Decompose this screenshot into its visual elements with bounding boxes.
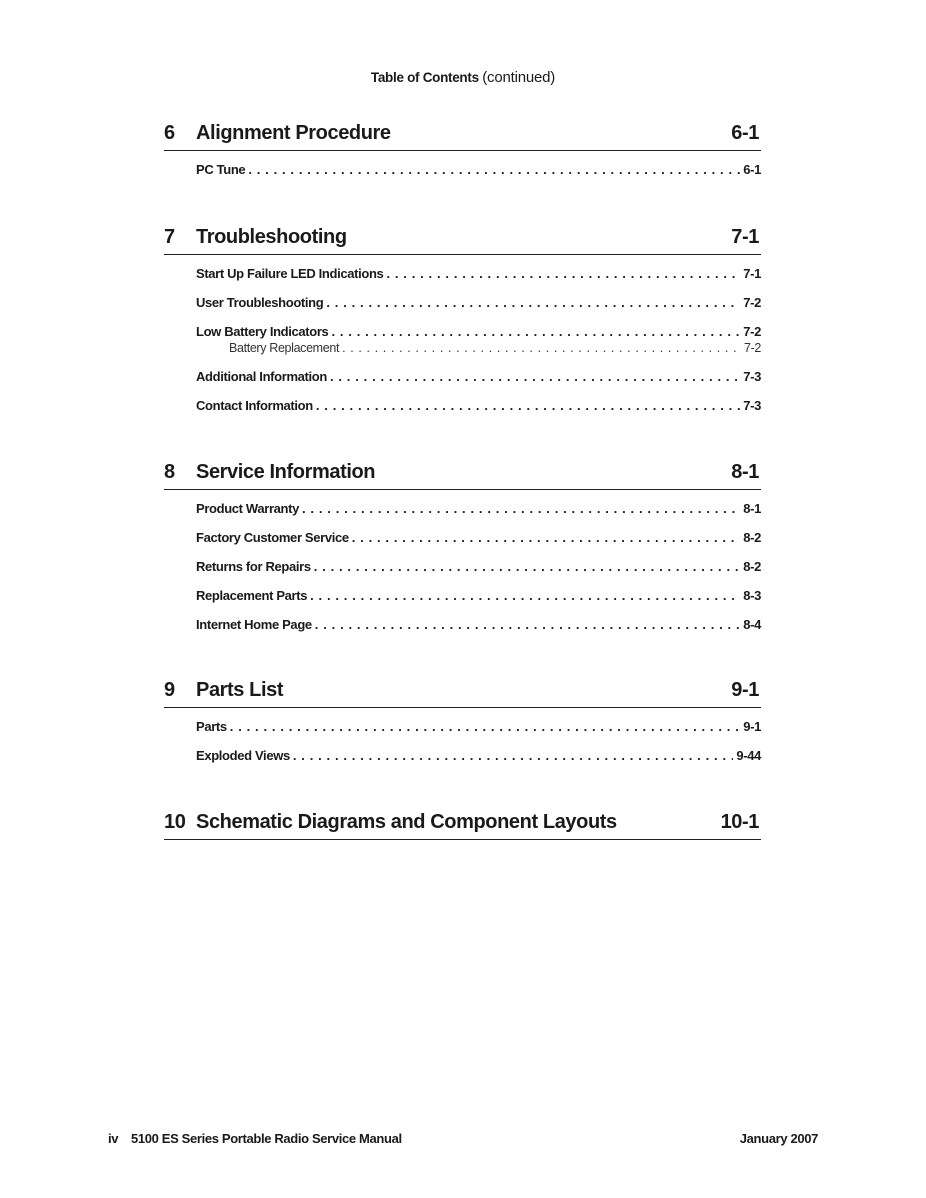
footer-page-number: iv — [108, 1131, 119, 1146]
entry-page: 7-2 — [743, 341, 761, 355]
chapter-page: 7-1 — [731, 226, 759, 248]
entry-label: Start Up Failure LED Indications — [196, 266, 384, 281]
footer-manual-title: 5100 ES Series Portable Radio Service Manual — [131, 1131, 402, 1146]
toc-entry-contact-information[interactable] — [196, 398, 761, 414]
chapter-entries — [196, 719, 761, 764]
entry-label: Low Battery Indicators — [196, 324, 329, 339]
chapter-number: 9 — [164, 679, 175, 701]
dot-leader — [342, 340, 741, 356]
dot-leader — [331, 324, 740, 340]
chapter-entries — [196, 162, 761, 178]
entry-label: Parts — [196, 719, 227, 734]
entry-label: Additional Information — [196, 369, 327, 384]
chapter-title: Service Information — [196, 461, 376, 483]
chapter-title: Alignment Procedure — [196, 122, 391, 144]
chapter-title: Troubleshooting — [196, 226, 347, 248]
chapter-title: Schematic Diagrams and Component Layouts — [196, 811, 617, 833]
toc-entry-exploded-views[interactable] — [196, 748, 761, 764]
entry-page: 9-1 — [743, 719, 761, 734]
chapter-title: Parts List — [196, 679, 284, 701]
chapter-heading[interactable] — [164, 459, 761, 490]
entry-page: 8-3 — [743, 588, 761, 603]
chapter-7 — [164, 224, 761, 427]
toc-entry-additional-information[interactable] — [196, 369, 761, 385]
entry-page: 6-1 — [743, 162, 761, 177]
toc-entry-returns-for-repairs[interactable] — [196, 559, 761, 575]
entry-label: Battery Replacement — [229, 341, 340, 355]
toc-entry-internet-home-page[interactable] — [196, 617, 761, 633]
entry-label: Internet Home Page — [196, 617, 312, 632]
dot-leader — [310, 588, 740, 604]
toc-subentry-battery-replacement[interactable] — [229, 340, 761, 356]
chapter-10 — [164, 809, 761, 840]
header-title: Table of Contents — [370, 70, 479, 85]
entry-page: 7-2 — [743, 295, 761, 310]
entry-page: 7-1 — [743, 266, 761, 281]
dot-leader — [293, 748, 734, 764]
chapter-9 — [164, 677, 761, 777]
entry-label: Returns for Repairs — [196, 559, 311, 574]
dot-leader — [326, 295, 740, 311]
dot-leader — [315, 617, 740, 633]
entry-page: 7-2 — [743, 324, 761, 339]
toc-entry-pc-tune[interactable] — [196, 162, 761, 178]
header-continued: (continued) — [482, 69, 556, 86]
entry-page: 7-3 — [743, 369, 761, 384]
toc-entry-start-up-failure[interactable] — [196, 266, 761, 282]
chapter-page: 10-1 — [720, 811, 759, 833]
toc-entry-replacement-parts[interactable] — [196, 588, 761, 604]
entry-page: 8-4 — [743, 617, 761, 632]
chapter-entries — [196, 266, 761, 414]
chapter-page: 6-1 — [731, 122, 759, 144]
chapter-heading[interactable] — [164, 677, 761, 708]
entry-label: Exploded Views — [196, 748, 290, 763]
chapter-number: 7 — [164, 226, 175, 248]
dot-leader — [248, 162, 740, 178]
chapter-8 — [164, 459, 761, 646]
entry-page: 8-2 — [743, 530, 761, 545]
entry-label: Product Warranty — [196, 501, 299, 516]
toc-entry-user-troubleshooting[interactable] — [196, 295, 761, 311]
dot-leader — [386, 266, 740, 282]
page-header — [0, 69, 926, 86]
entry-label: PC Tune — [196, 162, 246, 177]
chapter-6 — [164, 120, 761, 191]
chapter-heading[interactable] — [164, 224, 761, 255]
footer-date: January 2007 — [739, 1131, 818, 1146]
entry-label: Replacement Parts — [196, 588, 308, 603]
chapter-number: 10 — [164, 811, 186, 833]
entry-label: User Troubleshooting — [196, 295, 324, 310]
toc-entry-low-battery[interactable] — [196, 324, 761, 340]
dot-leader — [316, 398, 740, 414]
entry-page: 9-44 — [736, 748, 761, 763]
dot-leader — [230, 719, 740, 735]
chapter-number: 6 — [164, 122, 175, 144]
entry-page: 8-2 — [743, 559, 761, 574]
dot-leader — [314, 559, 741, 575]
entry-page: 7-3 — [743, 398, 761, 413]
dot-leader — [330, 369, 740, 385]
chapter-number: 8 — [164, 461, 175, 483]
toc-entry-factory-customer-service[interactable] — [196, 530, 761, 546]
toc-entry-parts[interactable] — [196, 719, 761, 735]
entry-label: Factory Customer Service — [196, 530, 349, 545]
entry-label: Contact Information — [196, 398, 313, 413]
chapter-page: 8-1 — [731, 461, 759, 483]
toc-entry-product-warranty[interactable] — [196, 501, 761, 517]
chapter-heading[interactable] — [164, 809, 761, 840]
chapter-entries — [196, 501, 761, 633]
chapter-heading[interactable] — [164, 120, 761, 151]
dot-leader — [352, 530, 741, 546]
dot-leader — [302, 501, 740, 517]
chapter-page: 9-1 — [731, 679, 759, 701]
entry-page: 8-1 — [743, 501, 761, 516]
